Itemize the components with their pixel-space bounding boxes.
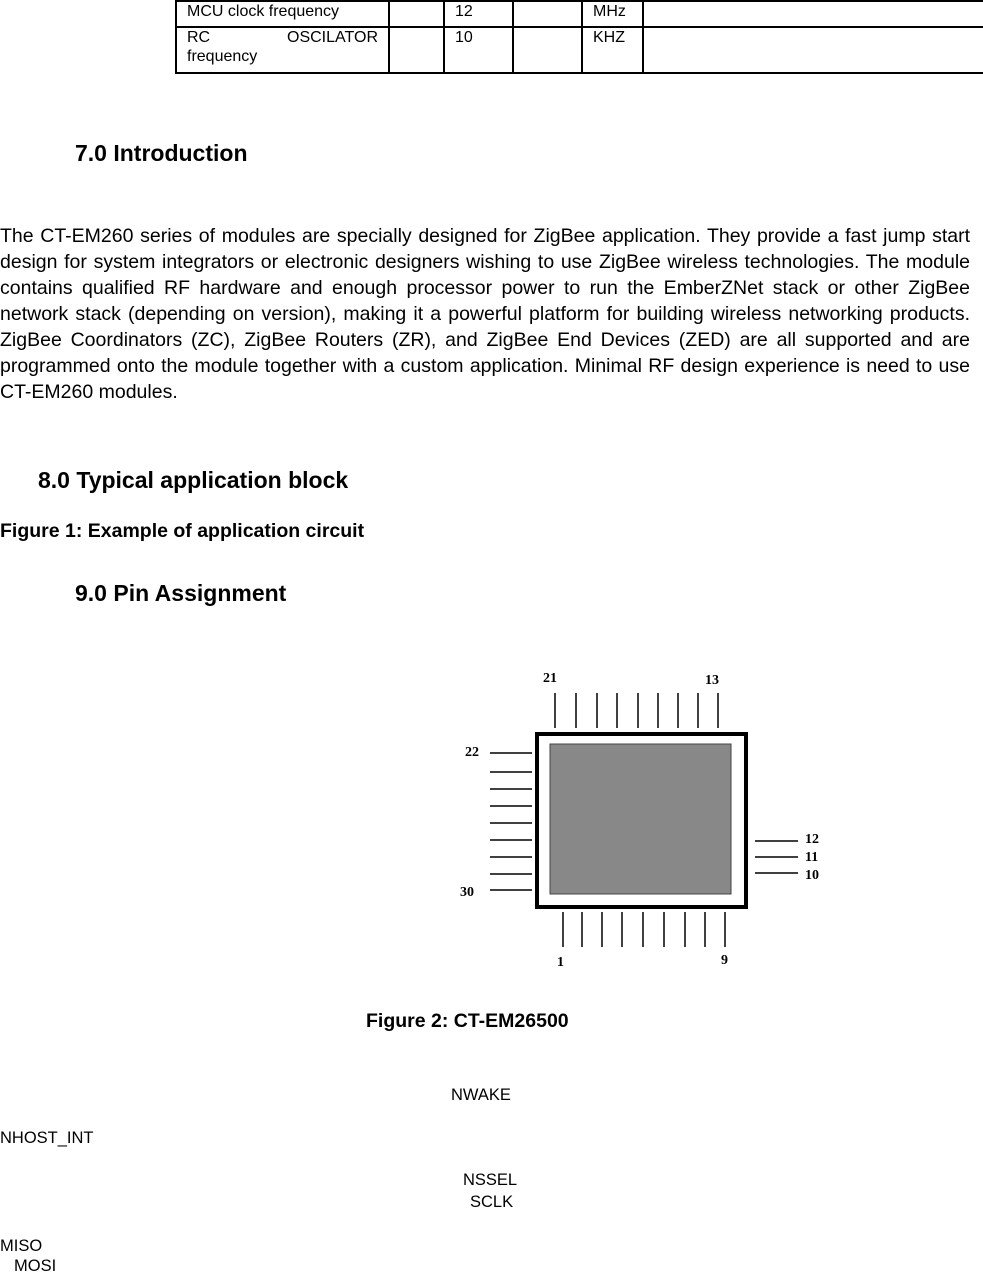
max-cell <box>513 1 582 27</box>
param-cell: MCU clock frequency <box>176 1 389 27</box>
intro-paragraph: The CT-EM260 series of modules are specially designed for ZigBee application. They provide a fast jump start design for system integrators or electronic designers wishing to use ZigBee wireless technologies. The module contains qualified RF hardware and enough processor power to run the EmberZNet stack or other ZigBee network stack (depending on version), making it a powerful platform for building wireless networking products. ZigBee Coordinators (ZC), ZigBee Routers (ZR), and ZigBee End Devices (ZED) are all supported and are programmed onto the module together with a custom application. Minimal RF design experience is need to use CT-EM260 modules. <box>0 225 970 403</box>
pin-number-30: 30 <box>460 885 474 900</box>
pin-label-sclk: SCLK <box>470 1193 514 1211</box>
pin-label-miso: MISO <box>0 1237 43 1255</box>
section-7-title: 7.0 Introduction <box>75 140 248 166</box>
pin-label-nhost-int: NHOST_INT <box>0 1129 94 1147</box>
pin-label-nwake: NWAKE <box>451 1086 511 1104</box>
unit-cell: KHZ <box>582 27 643 73</box>
pin-number-21: 21 <box>543 671 557 686</box>
pin-number-22: 22 <box>465 745 479 760</box>
pin-label-nssel: NSSEL <box>463 1171 518 1189</box>
chip-die <box>550 744 731 894</box>
pin-number-12: 12 <box>805 832 819 847</box>
left-pins <box>490 753 532 890</box>
table-row <box>176 27 983 73</box>
min-cell <box>389 1 444 27</box>
figure-1-caption: Figure 1: Example of application circuit <box>0 520 365 542</box>
unit-cell: MHz <box>582 1 643 27</box>
pin-number-11: 11 <box>805 850 819 865</box>
pin-label-mosi: MOSI <box>14 1257 57 1275</box>
note-cell <box>643 1 983 27</box>
note-cell <box>643 27 983 73</box>
figure-2-caption: Figure 2: CT-EM26500 <box>366 1010 569 1032</box>
max-cell <box>513 27 582 73</box>
table-row <box>176 1 983 27</box>
right-pins <box>755 841 798 873</box>
param-cell: RC OSCILATOR frequency <box>176 27 389 73</box>
pin-number-13: 13 <box>705 673 719 688</box>
typ-cell: 10 <box>444 27 513 73</box>
spec-table <box>175 0 983 74</box>
top-pins <box>555 693 718 728</box>
section-8-title: 8.0 Typical application block <box>38 467 349 493</box>
bottom-pins <box>563 912 725 947</box>
pin-number-1: 1 <box>557 955 564 970</box>
section-9-title: 9.0 Pin Assignment <box>75 580 287 606</box>
pin-number-9: 9 <box>721 953 728 968</box>
min-cell <box>389 27 444 73</box>
typ-cell: 12 <box>444 1 513 27</box>
pin-number-10: 10 <box>805 868 819 883</box>
chip-pin-diagram <box>440 655 860 975</box>
